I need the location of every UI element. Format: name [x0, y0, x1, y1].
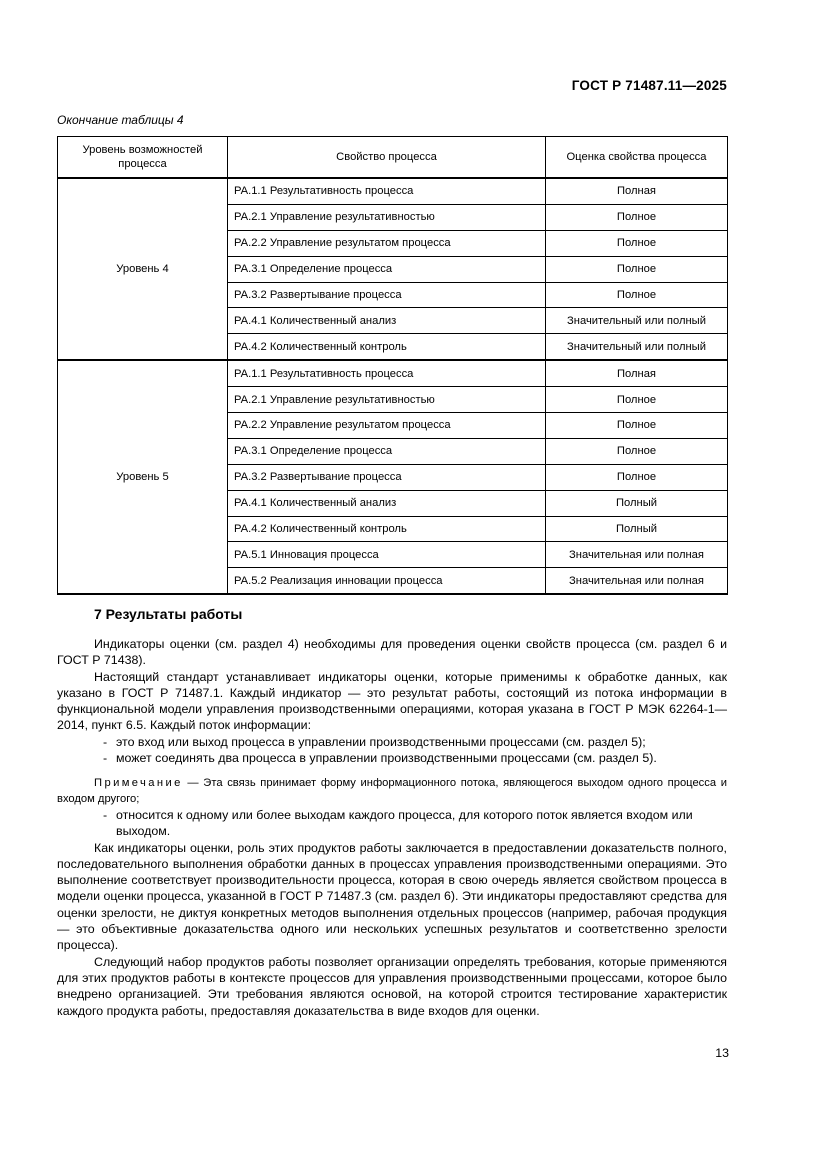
running-header-standard-number: ГОСТ Р 71487.11—2025 [571, 78, 727, 93]
rating-cell: Полный [546, 516, 728, 542]
level-cell-4: Уровень 4 [58, 178, 228, 360]
rating-cell: Значительная или полная [546, 542, 728, 568]
property-cell: PA.3.2 Развертывание процесса [228, 464, 546, 490]
list-item-label: относится к одному или более выходам каждого процесса, для которого поток является входом или выходом. [116, 807, 693, 839]
list-item-label: может соединять два процесса в управлении производственными процессами (см. раздел 5). [116, 751, 657, 766]
rating-cell: Полное [546, 282, 728, 308]
column-header-property: Свойство процесса [228, 137, 546, 179]
property-cell: PA.4.2 Количественный контроль [228, 334, 546, 360]
page-number: 13 [715, 1046, 729, 1060]
rating-cell: Значительный или полный [546, 308, 728, 334]
paragraph-standard-scope: Настоящий стандарт устанавливает индикаторы оценки, которые применимы к обработке данных, как указано в ГОСТ Р 71487.1. Каждый индикатор — это результат работы, состоящий из потока информации в функциональной модели управления производственными операциями, которая указана в ГОСТ Р МЭК 62264-1—2014, пункт 6.5. Каждый поток информации: [57, 669, 727, 733]
rating-cell: Полное [546, 464, 728, 490]
column-header-rating: Оценка свойства процесса [546, 137, 728, 179]
process-capability-table [57, 136, 728, 595]
table-caption: Окончание таблицы 4 [57, 113, 184, 127]
rating-cell: Полная [546, 360, 728, 386]
property-cell: PA.1.1 Результативность процесса [228, 178, 546, 204]
table-head [58, 137, 728, 179]
property-cell: PA.4.1 Количественный анализ [228, 308, 546, 334]
paragraph-work-products-role: Как индикаторы оценки, роль этих продуктов работы заключается в предоставлении доказательств полного, последовательного выполнения обработки данных в процессах управления производственными операциями. Это выполнение соответствует производительности процесса, которая в свою очередь является свойством процесса в модели оценки процесса, указанной в ГОСТ Р 71487.3 (см. раздел 6). Эти индикаторы предоставляют средства для оценки зрелости, не диктуя конкретных методов выполнения отдельных процессов (например, рабочая продукция — это объективные доказательства одного или нескольких успешных результатов и соответственно зрелости процесса). [57, 840, 727, 953]
dash-marker: - [103, 751, 108, 766]
rating-cell: Полное [546, 230, 728, 256]
information-flow-list-continued [57, 807, 727, 840]
property-cell: PA.4.2 Количественный контроль [228, 516, 546, 542]
level-cell-5: Уровень 5 [58, 360, 228, 594]
property-cell: PA.2.2 Управление результатом процесса [228, 230, 546, 256]
rating-cell: Полное [546, 438, 728, 464]
dash-marker: - [103, 734, 108, 749]
rating-cell: Значительный или полный [546, 334, 728, 360]
property-cell: PA.5.1 Инновация процесса [228, 542, 546, 568]
property-cell: PA.3.2 Развертывание процесса [228, 282, 546, 308]
rating-cell: Полная [546, 178, 728, 204]
section-body [57, 636, 727, 1019]
property-cell: PA.2.1 Управление результативностью [228, 204, 546, 230]
rating-cell: Полный [546, 490, 728, 516]
property-cell: PA.1.1 Результативность процесса [228, 360, 546, 386]
paragraph-indicators-intro: Индикаторы оценки (см. раздел 4) необходимы для проведения оценки свойств процесса (см. раздел 6 и ГОСТ Р 71438). [57, 637, 727, 668]
property-cell: PA.5.2 Реализация инновации процесса [228, 568, 546, 594]
column-header-level: Уровень возможностей процесса [58, 137, 228, 179]
dash-marker: - [103, 807, 108, 822]
table-4-continuation [57, 136, 727, 595]
table-header-row [58, 137, 728, 179]
list-item-label: это вход или выход процесса в управлении производственными процессами (см. раздел 5); [116, 734, 646, 749]
rating-cell: Полное [546, 413, 728, 439]
table-row [58, 360, 728, 386]
property-cell: PA.3.1 Определение процесса [228, 438, 546, 464]
property-cell: PA.2.2 Управление результатом процесса [228, 413, 546, 439]
property-cell: PA.2.1 Управление результативностью [228, 387, 546, 413]
property-cell: PA.3.1 Определение процесса [228, 256, 546, 282]
rating-cell: Полное [546, 256, 728, 282]
table-body [58, 178, 728, 594]
list-item [57, 807, 727, 840]
note-label: Примечание [94, 777, 183, 790]
rating-cell: Значительная или полная [546, 568, 728, 594]
list-item [57, 734, 727, 750]
note-body: — Эта связь принимает форму информационного потока, являющегося выходом одного процесса и входом другого; [57, 777, 727, 805]
rating-cell: Полное [546, 387, 728, 413]
note-paragraph [57, 766, 727, 807]
section-heading-7: 7 Результаты работы [94, 606, 243, 622]
property-cell: PA.4.1 Количественный анализ [228, 490, 546, 516]
paragraph-work-products-set: Следующий набор продуктов работы позволяет организации определять требования, которые применяются для этих продуктов работы в контексте процессов для управления производственными процессами, которое было внедрено организацией. Эти требования являются основой, на которой строится тестирование характеристик каждого продукта работы, предоставляя доказательства в виде входов для оценки. [57, 954, 727, 1018]
rating-cell: Полное [546, 204, 728, 230]
list-item [57, 750, 727, 766]
information-flow-list [57, 734, 727, 767]
table-row [58, 178, 728, 204]
